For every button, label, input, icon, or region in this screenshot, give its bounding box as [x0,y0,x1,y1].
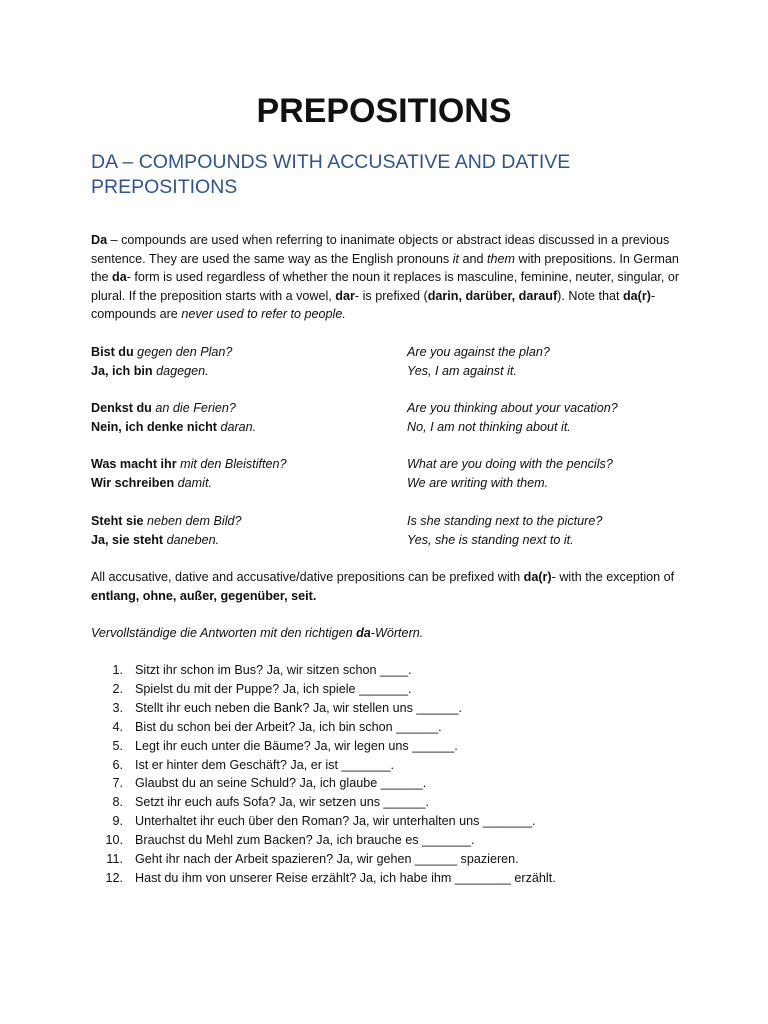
answer-bold: Nein, ich denke nicht [91,419,217,434]
answer-italic: daran. [216,419,257,434]
example-answer [91,418,401,437]
exercise-item [91,869,691,888]
english-answer: We are writing with them. [407,475,549,490]
answer-bold: Ja, ich bin [91,363,153,378]
answer-bold: Wir schreiben [91,475,175,490]
exercise-text: Hast du ihm von unserer Reise erzählt? Ja, ich habe ihm ________ erzählt. [135,870,556,885]
example-german [91,512,401,549]
english-answer: No, I am not thinking about it. [407,419,571,434]
exercise-number: 6. [112,757,123,772]
intro-and: and [459,251,488,266]
exercise-item [91,661,691,680]
english-question: Are you thinking about your vacation? [407,401,618,415]
exercise-item [91,737,691,756]
exercise-item [91,699,691,718]
answer-italic: damit. [174,475,212,490]
example-english [407,399,687,436]
intro-dar-compound: da(r) [622,288,651,303]
example-english [407,343,687,380]
intro-text-1: – compounds are used when referring to inanimate objects or abstract ideas discussed in a previous sentence. They are used the same way as the English pronouns [91,233,670,266]
exercise-item [91,850,691,869]
question-bold: Bist du [91,345,134,359]
exercise-number: 9. [112,814,123,829]
exercise-text: Setzt ihr euch aufs Sofa? Ja, wir setzen uns ______. [135,795,430,810]
intro-text-5: ). Note that [557,288,623,303]
exercise-text: Brauchst du Mehl zum Backen? Ja, ich brauche es _______. [135,833,475,848]
example-answer [91,474,401,493]
intro-never: never used to refer to people. [181,307,346,322]
exception-list: entlang, ohne, außer, gegenüber, seit. [91,588,317,603]
exercise-number: 5. [112,738,123,753]
exercise-text: Spielst du mit der Puppe? Ja, ich spiele _______. [135,681,412,696]
exercise-number: 2. [112,681,123,696]
intro-paragraph [91,231,681,324]
instruction-text-1: Vervollständige die Antworten mit den richtigen [91,626,357,640]
exercise-item [91,774,691,793]
example-german [91,343,401,380]
exercise-number: 4. [112,719,123,734]
example-question [91,343,401,362]
question-italic: neben dem Bild? [143,514,242,528]
intro-text-3: - form is used regardless of whether the noun it replaces is masculine, feminine, neuter, singular, or plural. If the preposition starts with a vowel, [91,270,680,303]
answer-italic: dagegen. [152,363,209,378]
example-answer [91,362,401,381]
example-german [91,399,401,436]
exercise-number: 3. [112,700,123,715]
example-question [91,399,401,418]
intro-text-2: with prepositions. In German the [91,251,679,285]
exception-text-2: - with the exception of [551,570,675,584]
exercise-list [91,661,691,888]
english-question: Are you against the plan? [407,345,550,359]
intro-da-bold: Da [91,233,108,247]
exercise-text: Sitzt ihr schon im Bus? Ja, wir sitzen schon ____. [135,663,412,677]
example-question [91,512,401,531]
english-answer: Yes, she is standing next to it. [407,532,574,547]
exception-paragraph [91,568,681,605]
exercise-instruction [91,624,681,643]
question-bold: Steht sie [91,514,144,528]
english-answer: Yes, I am against it. [407,363,517,378]
english-question: What are you doing with the pencils? [407,457,613,471]
exercise-text: Bist du schon bei der Arbeit? Ja, ich bin schon ______. [135,719,442,734]
exercise-item [91,812,691,831]
exercise-number: 12. [105,870,123,885]
intro-da-form: da [112,270,127,285]
exercise-text: Stellt ihr euch neben die Bank? Ja, wir stellen uns ______. [135,700,462,715]
exception-text-1: All accusative, dative and accusative/dative prepositions can be prefixed with [91,570,524,584]
question-italic: mit den Bleistiften? [176,457,287,471]
intro-text-4: - is prefixed ( [354,288,428,303]
instruction-da: da [356,626,371,640]
intro-them: them [487,251,516,266]
exercise-number: 8. [112,795,123,810]
instruction-text-2: -Wörtern. [370,626,424,640]
example-question [91,455,401,474]
exercise-item [91,793,691,812]
exercise-number: 10. [105,833,123,848]
answer-bold: Ja, sie steht [91,532,164,547]
example-english [407,512,687,549]
question-bold: Was macht ihr [91,457,177,471]
intro-it: it [452,251,460,266]
page-title: PREPOSITIONS [256,92,512,130]
exercise-number: 1. [112,663,123,677]
exercise-text: Unterhaltet ihr euch über den Roman? Ja, wir unterhalten uns _______. [135,814,536,829]
intro-text-6: - compounds are [91,288,656,322]
question-italic: gegen den Plan? [133,345,233,359]
example-english [407,455,687,492]
exercise-text: Legt ihr euch unter die Bäume? Ja, wir legen uns ______. [135,738,458,753]
exercise-item [91,756,691,775]
example-answer [91,531,401,550]
example-german [91,455,401,492]
question-bold: Denkst du [91,401,152,415]
question-italic: an die Ferien? [151,401,236,415]
answer-italic: daneben. [163,532,220,547]
exercise-text: Glaubst du an seine Schuld? Ja, ich glaube ______. [135,776,427,791]
english-question: Is she standing next to the picture? [407,514,603,528]
section-heading: DA – COMPOUNDS WITH ACCUSATIVE AND DATIVE PREPOSITIONS [91,151,571,198]
intro-dar: dar [335,288,355,303]
exercise-item [91,831,691,850]
exercise-number: 11. [106,852,123,867]
exercise-text: Geht ihr nach der Arbeit spazieren? Ja, wir gehen ______ spazieren. [135,852,519,867]
exercise-number: 7. [112,776,123,791]
intro-examples: darin, darüber, darauf [427,288,558,303]
exercise-item [91,680,691,699]
exercise-text: Ist er hinter dem Geschäft? Ja, er ist _______. [135,757,395,772]
exercise-item [91,718,691,737]
exception-dar: da(r) [523,570,552,584]
